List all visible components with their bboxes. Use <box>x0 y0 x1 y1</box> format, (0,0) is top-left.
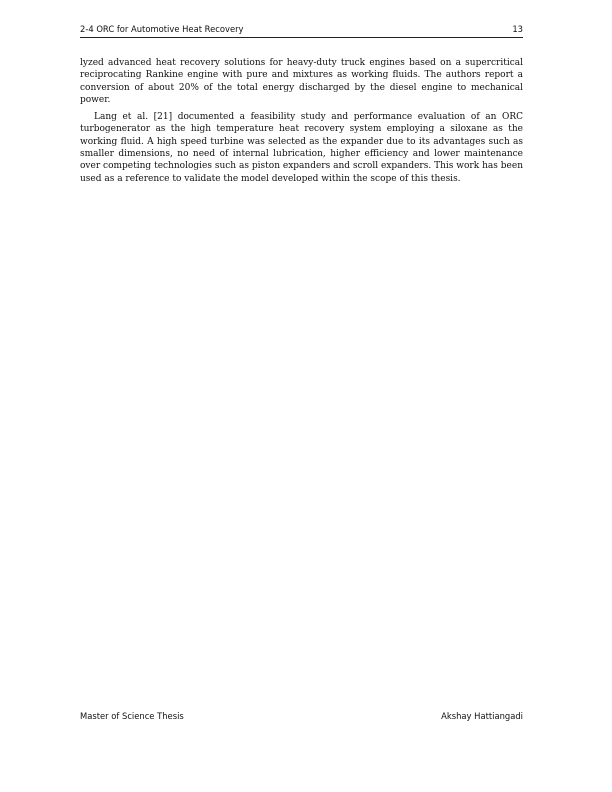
body-text <box>80 57 523 185</box>
running-section-title: 2-4 ORC for Automotive Heat Recovery <box>80 24 244 34</box>
paragraph: lyzed advanced heat recovery solutions for heavy-duty truck engines based on a supercritical reciprocating Rankine engine with pure and mixtures as working fluids. The authors report a conversion of about 20% of the total energy discharged by the diesel engine to mechanical power. <box>80 58 523 105</box>
page-header <box>80 24 523 38</box>
paragraph: Lang et al. [21] documented a feasibility study and performance evaluation of an ORC turbogenerator as the high temperature heat recovery system employing a siloxane as the working fluid. A high speed turbine was selected as the expander due to its advantages such as smaller dimensions, no need of internal lubrication, higher efficiency and lower maintenance over competing technologies such as piston expanders and scroll expanders. This work has been used as a reference to validate the model developed within the scope of this thesis. <box>80 112 523 184</box>
page-number: 13 <box>512 24 523 34</box>
page-footer <box>80 711 523 723</box>
footer-author: Akshay Hattiangadi <box>441 711 523 721</box>
footer-document-type: Master of Science Thesis <box>80 711 184 721</box>
